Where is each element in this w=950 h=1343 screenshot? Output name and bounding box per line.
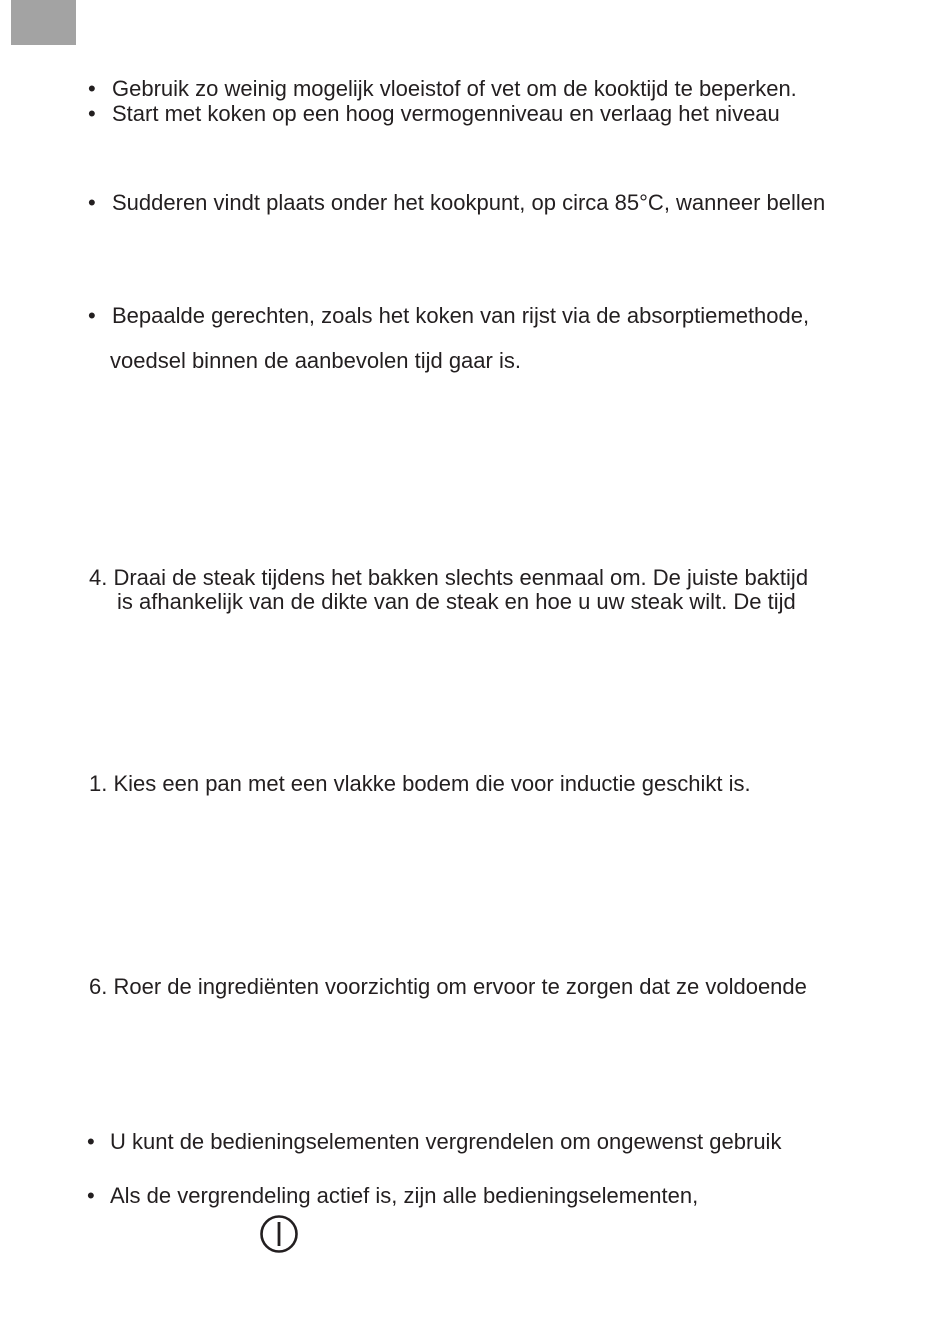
bullet-text-lock-controls: U kunt de bedieningselementen vergrendelen om ongewenst gebruik [110,1129,782,1154]
step-steak-line1: 4. Draai de steak tijdens het bakken slechts eenmaal om. De juiste baktijd [89,565,809,590]
bullet-text-liquid: Gebruik zo weinig mogelijk vloeistof of vet om de kooktijd te beperken. [112,76,797,101]
bullet-marker: • [87,1129,95,1154]
step-pan: 1. Kies een pan met een vlakke bodem die voor inductie geschikt is. [89,771,751,796]
bullet-text-dishes: Bepaalde gerechten, zoals het koken van rijst via de absorptiemethode, [112,303,810,328]
bullet-marker: • [88,190,96,215]
bullet-text-simmer: Sudderen vindt plaats onder het kookpunt, op circa 85°C, wanneer bellen [112,190,826,215]
bullet-text-dishes-continued: voedsel binnen de aanbevolen tijd gaar is. [110,348,521,373]
bullet-text-power-level: Start met koken op een hoog vermogenniveau en verlaag het niveau [112,101,780,126]
step-stir: 6. Roer de ingrediënten voorzichtig om ervoor te zorgen dat ze voldoende [89,974,807,999]
step-steak-line2: is afhankelijk van de dikte van de steak en hoe u uw steak wilt. De tijd [117,589,796,614]
bullet-text-lock-active: Als de vergrendeling actief is, zijn alle bedieningselementen, [110,1183,699,1208]
power-icon [259,1214,299,1254]
bullet-marker: • [88,101,96,126]
bullet-marker: • [88,303,96,328]
bullet-marker: • [88,76,96,101]
page-corner-tab [11,0,76,45]
bullet-marker: • [87,1183,95,1208]
